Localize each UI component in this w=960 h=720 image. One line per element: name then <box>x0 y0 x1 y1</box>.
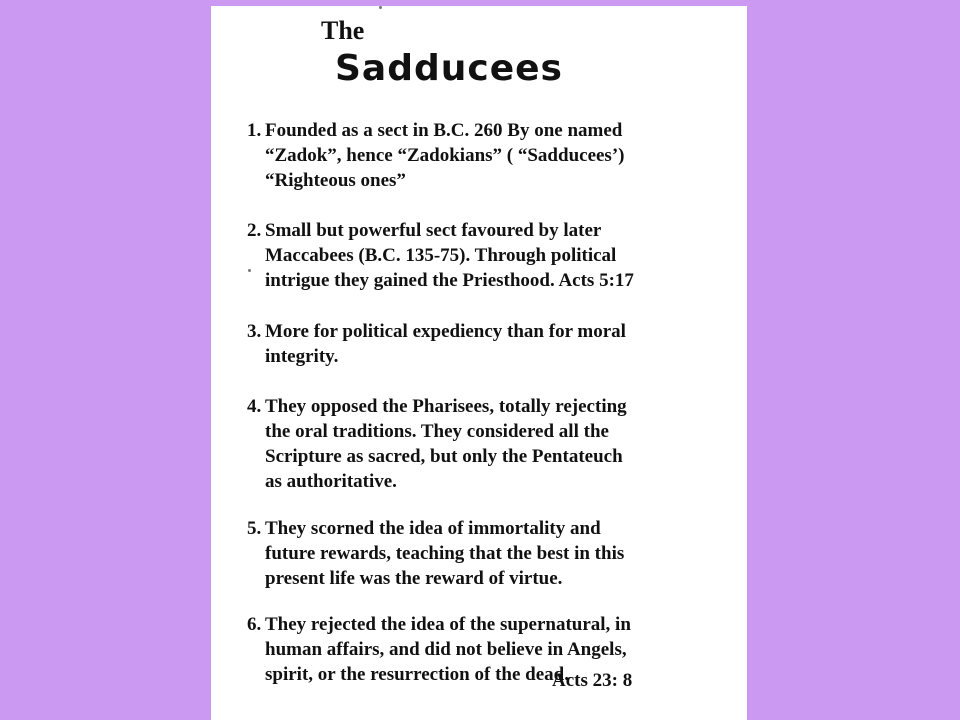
item-number: 1. <box>247 120 262 141</box>
item-text: They scorned the idea of immortality and future rewards, teaching that the best in this present life was the reward of virtue. <box>265 518 625 589</box>
item-text: More for political expediency than for moral integrity. <box>265 321 626 367</box>
item-number: 3. <box>247 321 262 342</box>
list-item-6 <box>247 612 727 687</box>
list-item-3 <box>247 319 727 369</box>
item-number: 5. <box>247 518 262 539</box>
item-number: 4. <box>247 396 262 417</box>
item-text: Founded as a sect in B.C. 260 By one named “Zadok”, hence “Zadokians” ( “Sadducees’) “Righteous ones” <box>265 120 625 191</box>
title-the: The <box>321 16 365 45</box>
title-sadducees: Sadducees <box>335 48 563 89</box>
item-number: 2. <box>247 220 262 241</box>
scan-speck <box>379 6 382 9</box>
list-item-2 <box>247 218 727 293</box>
item-text: Small but powerful sect favoured by later Maccabees (B.C. 135-75). Through political intrigue they gained the Priesthood. Acts 5:17 <box>265 220 634 291</box>
scripture-reference: Acts 23: 8 <box>552 670 633 691</box>
item-text: They opposed the Pharisees, totally rejecting the oral traditions. They considered all the Scripture as sacred, but only the Pentateuch as authoritative. <box>265 396 627 492</box>
list-item-1 <box>247 118 727 193</box>
item-text: They rejected the idea of the supernatural, in human affairs, and did not believe in Angels, spirit, or the resurrection of the dead. <box>265 614 631 685</box>
item-number: 6. <box>247 614 262 635</box>
scan-speck <box>248 269 251 272</box>
list-item-4 <box>247 394 727 494</box>
document-page <box>211 6 747 720</box>
list-item-5 <box>247 516 727 591</box>
